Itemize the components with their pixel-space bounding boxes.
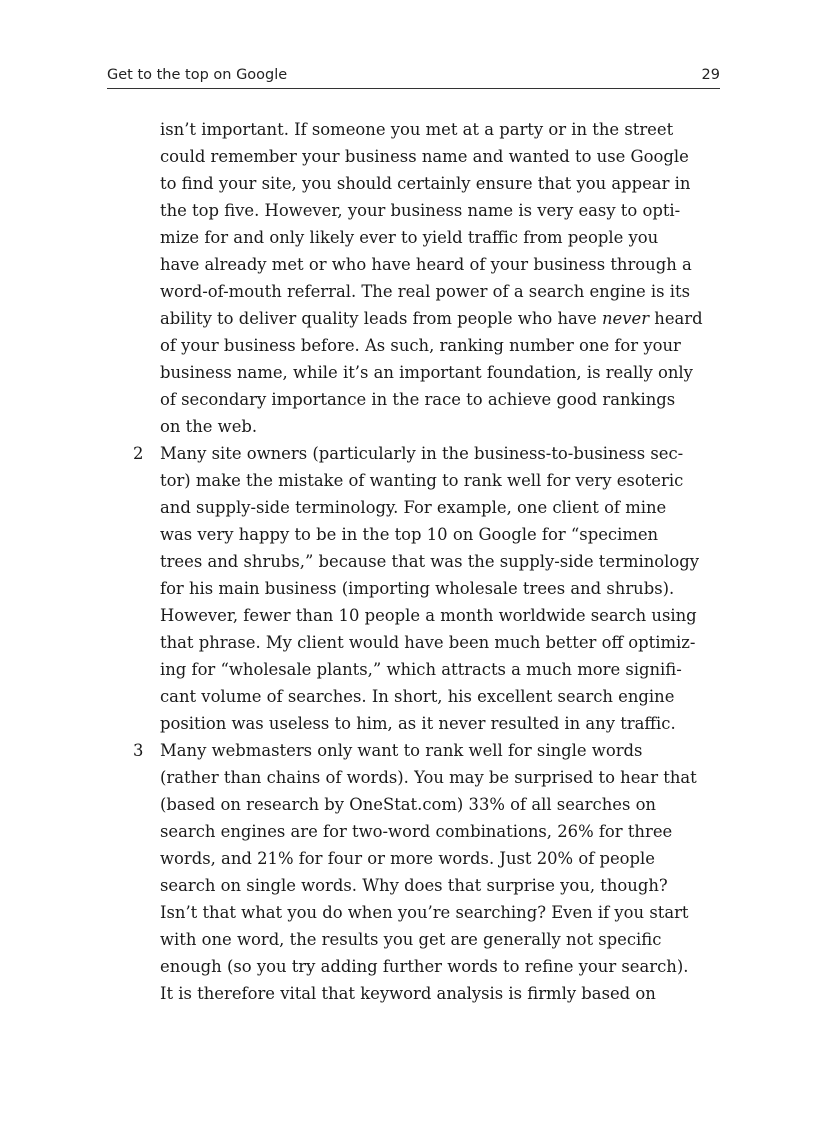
list-item-number: 3: [133, 741, 144, 760]
text-line: ing for “wholesale plants,” which attracts a much more signifi-: [160, 660, 682, 679]
text-line: business name, while it’s an important foundation, is really only: [160, 363, 693, 382]
text-line: mize for and only likely ever to yield traffic from people you: [160, 228, 659, 247]
running-header: [107, 64, 720, 89]
text-line: of secondary importance in the race to achieve good rankings: [160, 390, 676, 409]
text-line: Many site owners (particularly in the business-to-business sec-: [160, 444, 684, 463]
text-line: on the web.: [160, 417, 258, 436]
text-line-with-emphasis: [160, 305, 726, 332]
list-item-2: [133, 440, 726, 737]
emphasis-word: never: [601, 309, 650, 328]
text-line: search on single words. Why does that surprise you, though?: [160, 876, 668, 895]
text-fragment: heard: [649, 309, 703, 328]
text-line: word-of-mouth referral. The real power of a search engine is its: [160, 282, 691, 301]
text-line: could remember your business name and wanted to use Google: [160, 147, 689, 166]
body-text: [133, 116, 726, 1007]
text-line: the top five. However, your business name is very easy to opti-: [160, 201, 681, 220]
text-line: was very happy to be in the top 10 on Google for “specimen: [160, 525, 659, 544]
text-line: However, fewer than 10 people a month worldwide search using: [160, 606, 697, 625]
text-line: (rather than chains of words). You may be surprised to hear that: [160, 768, 697, 787]
text-line: search engines are for two-word combinations, 26% for three: [160, 822, 673, 841]
text-line: Many webmasters only want to rank well for single words: [160, 741, 643, 760]
page-number: 29: [701, 67, 720, 83]
text-line: cant volume of searches. In short, his excellent search engine: [160, 687, 675, 706]
text-line: that phrase. My client would have been much better off optimiz-: [160, 633, 696, 652]
text-line: of your business before. As such, ranking number one for your: [160, 336, 681, 355]
text-line: tor) make the mistake of wanting to rank well for very esoteric: [160, 471, 684, 490]
text-line: for his main business (importing wholesale trees and shrubs).: [160, 579, 675, 598]
text-line: words, and 21% for four or more words. Just 20% of people: [160, 849, 655, 868]
text-line: enough (so you try adding further words to refine your search).: [160, 957, 689, 976]
text-fragment: ability to deliver quality leads from people who have: [160, 309, 602, 328]
text-line: have already met or who have heard of your business through a: [160, 255, 692, 274]
list-item-3: [133, 737, 726, 1007]
running-title: Get to the top on Google: [107, 67, 288, 83]
list-item-number: 2: [133, 444, 144, 463]
text-line: isn’t important. If someone you met at a party or in the street: [160, 120, 674, 139]
text-line: position was useless to him, as it never resulted in any traffic.: [160, 714, 676, 733]
text-line: and supply-side terminology. For example, one client of mine: [160, 498, 667, 517]
text-line: (based on research by OneStat.com) 33% of all searches on: [160, 795, 656, 814]
continuation-paragraph: [160, 116, 726, 440]
text-line: It is therefore vital that keyword analysis is firmly based on: [160, 984, 656, 1003]
text-line: to find your site, you should certainly ensure that you appear in: [160, 174, 691, 193]
text-line: with one word, the results you get are generally not specific: [160, 930, 662, 949]
text-line: Isn’t that what you do when you’re searching? Even if you start: [160, 903, 689, 922]
text-line: trees and shrubs,” because that was the supply-side terminology: [160, 552, 699, 571]
